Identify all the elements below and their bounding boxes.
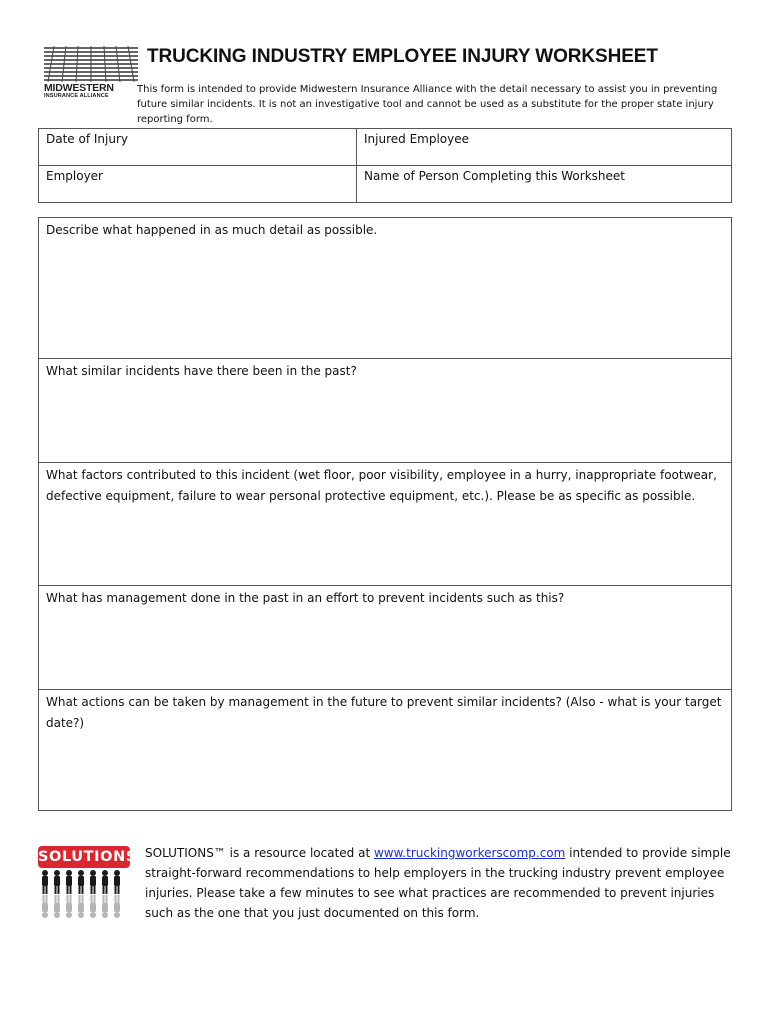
employer-label: Employer: [46, 169, 103, 183]
logo-name: MIDWESTERN: [44, 82, 114, 94]
solutions-paragraph: [145, 843, 735, 923]
date-of-injury-field[interactable]: [39, 129, 357, 166]
table-row: [39, 166, 732, 203]
injured-employee-label: Injured Employee: [364, 132, 469, 146]
person-completing-field[interactable]: [357, 166, 732, 203]
solutions-text-before: SOLUTIONS™ is a resource located at: [145, 846, 374, 860]
logo-subtitle: INSURANCE ALLIANCE: [44, 93, 109, 99]
question-future-actions[interactable]: [39, 689, 731, 810]
page-title: TRUCKING INDUSTRY EMPLOYEE INJURY WORKSHEET: [147, 46, 658, 67]
question-past-prevention[interactable]: [39, 585, 731, 689]
question-label: Describe what happened in as much detail as possible.: [46, 223, 378, 237]
question-label: What factors contributed to this incident (wet floor, poor visibility, employee in a hurry, inappropriate footwear, defective equipment, failure to wear personal protective equipment, etc.). Please be as specific as possible.: [46, 468, 717, 503]
date-of-injury-label: Date of Injury: [46, 132, 128, 146]
injured-employee-field[interactable]: [357, 129, 732, 166]
intro-text: This form is intended to provide Midwestern Insurance Alliance with the detail necessary to assist you in preventing future similar incidents. It is not an investigative tool and cannot be used as a substitute for the proper state injury reporting form.: [137, 84, 718, 125]
info-table: [38, 128, 732, 203]
question-label: What has management done in the past in an effort to prevent incidents such as this?: [46, 591, 565, 605]
question-similar-incidents[interactable]: [39, 358, 731, 462]
solutions-badge: SOLUTIONS: [38, 846, 130, 868]
questions-box: [38, 217, 732, 811]
solutions-text-after: intended to provide simple straight-forward recommendations to help employers in the trucking industry prevent employee injuries. Please take a few minutes to see what practices are recommended to prevent injuries such as the one that you just documented on this form.: [145, 846, 731, 920]
question-contributing-factors[interactable]: [39, 462, 731, 585]
logo-grid-graphic: [44, 46, 138, 82]
solutions-link[interactable]: www.truckingworkerscomp.com: [373, 846, 566, 860]
employer-field[interactable]: [39, 166, 357, 203]
question-what-happened[interactable]: [39, 218, 731, 358]
question-label: What actions can be taken by management in the future to prevent similar incidents? (Also - what is your target date?): [46, 695, 722, 730]
people-silhouettes-icon: [38, 870, 132, 920]
table-row: [39, 129, 732, 166]
person-completing-label: Name of Person Completing this Worksheet: [364, 169, 625, 183]
question-label: What similar incidents have there been in the past?: [46, 364, 357, 378]
